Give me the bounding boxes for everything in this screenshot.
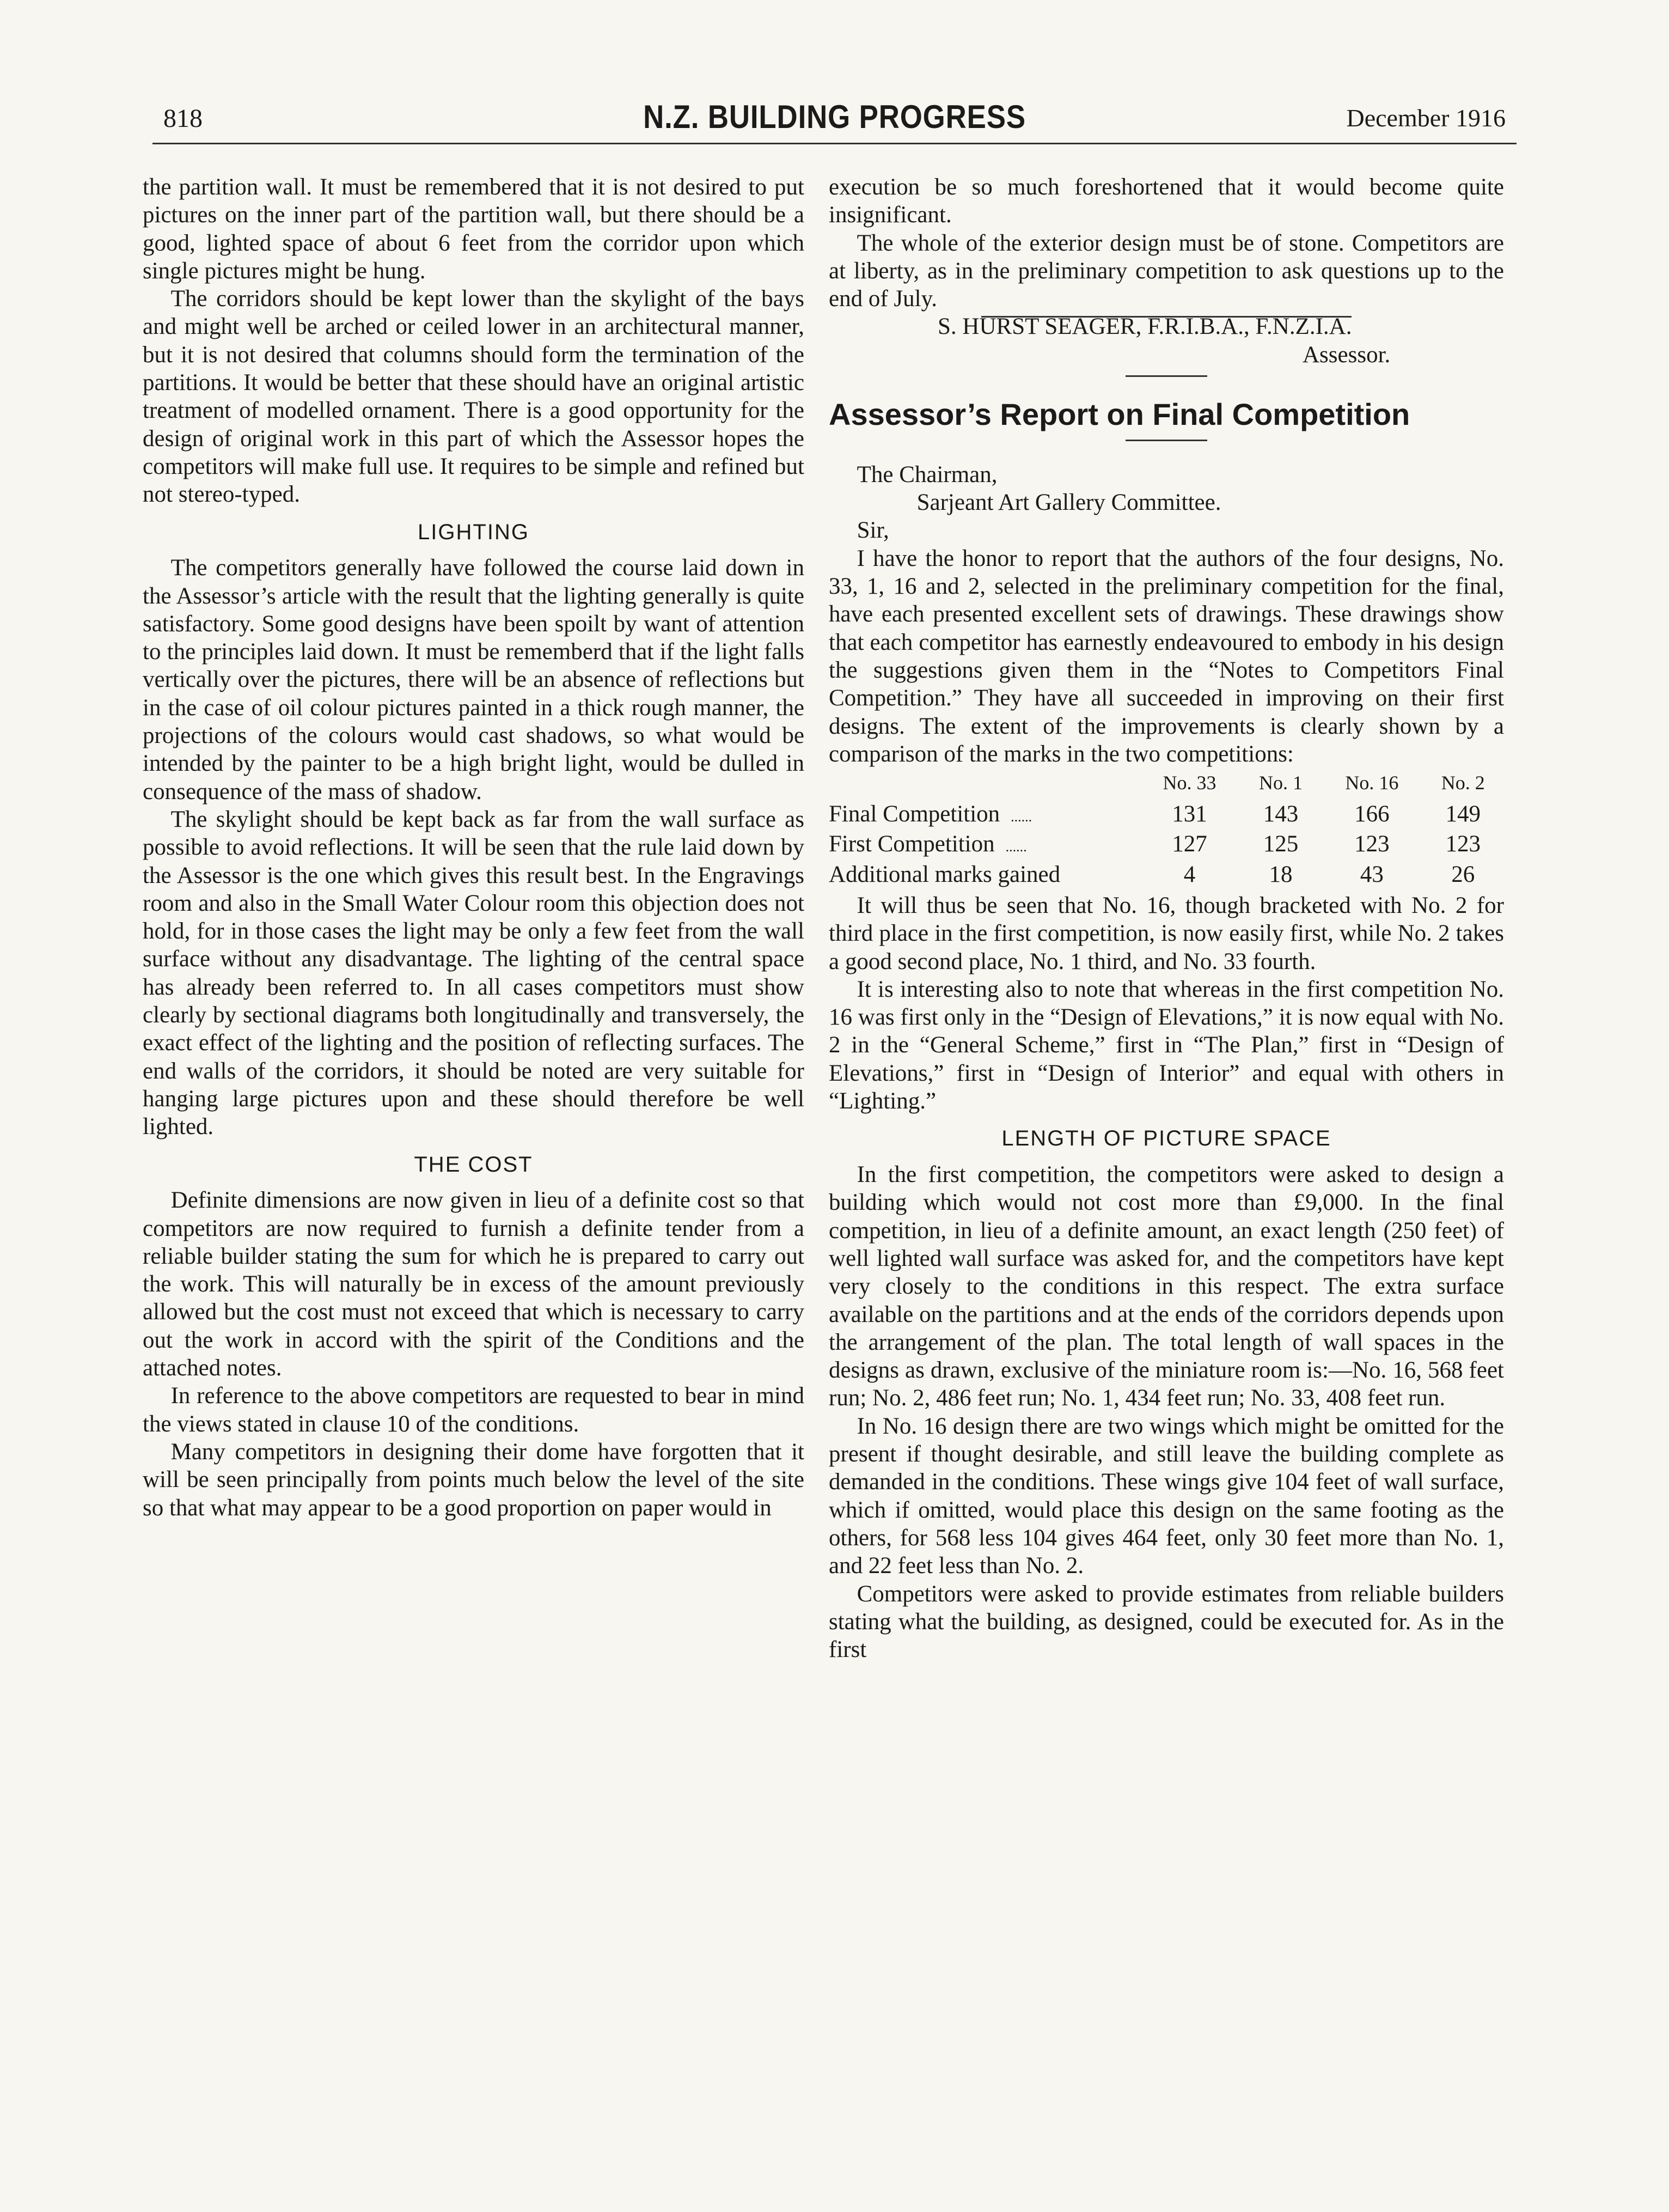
marks-table xyxy=(829,771,1504,889)
row-label: Additional marks gained xyxy=(829,861,1061,887)
column-header: No. 16 xyxy=(1345,772,1399,794)
section-heading-cost: THE COST xyxy=(414,1152,533,1177)
paragraph: The whole of the exterior design must be of stone. Competitors are at liberty, as in the preliminary competition to ask questions up to the end of July. xyxy=(829,230,1504,312)
paragraph: In reference to the above competitors are requested to bear in mind the views stated in clause 10 of the conditions. xyxy=(143,1383,804,1437)
running-title: N.Z. BUILDING PROGRESS xyxy=(643,99,1026,135)
section-heading-length: LENGTH OF PICTURE SPACE xyxy=(1001,1126,1331,1151)
paragraph: In the first competition, the competitors were asked to design a building which would not cost more than £9,000. In the final competition, in lieu of a definite amount, an exact length (250 feet) of well lighted wall surface was asked for, and the competitors have kept very closely to the conditions in this respect. The extra surface available on the partitions and at the ends of the corridors depends upon the arrangement of the plan. The total length of wall spaces in the designs as drawn, exclusive of the miniature room is:—No. 16, 568 feet run; No. 2, 486 feet run; No. 1, 434 feet run; No. 33, 408 feet run. xyxy=(829,1162,1504,1411)
paragraph: Many competitors in designing their dome have forgotten that it will be seen principally from points much below the level of the site so that what may appear to be a good proportion on paper would in xyxy=(143,1439,804,1521)
signature-role: Assessor. xyxy=(1303,342,1391,368)
table-cell: 166 xyxy=(1354,801,1390,827)
issue-date: December 1916 xyxy=(1346,104,1506,132)
signature-name: S. HURST SEAGER, F.R.I.B.A., F.N.Z.I.A. xyxy=(938,314,1352,340)
leader-dots: ...... xyxy=(1011,809,1032,825)
page-number: 818 xyxy=(163,104,203,133)
paragraph: the partition wall. It must be remembered that it is not desired to put pictures on the inner part of the partition wall, but there should be a good, lighted space of about 6 feet from the corridor upon which single pictures might be hung. xyxy=(143,174,804,284)
table-cell: 131 xyxy=(1172,801,1207,827)
table-cell: 4 xyxy=(1183,861,1196,887)
address-line: Sarjeant Art Gallery Committee. xyxy=(916,490,1221,516)
row-label: First Competition xyxy=(829,831,995,857)
row-label: Final Competition xyxy=(829,801,1000,827)
table-cell: 127 xyxy=(1172,831,1207,857)
salutation: Sir, xyxy=(857,517,889,544)
table-cell: 123 xyxy=(1445,831,1481,857)
table-cell: 143 xyxy=(1263,801,1299,827)
paragraph: Definite dimensions are now given in lieu of a definite cost so that competitors are now required to furnish a definite tender from a reliable builder stating the sum for which he is prepared to carry out the work. This will naturally be in excess of the amount previously allowed but the cost must not exceed that which is necessary to carry out the work in accord with the spirit of the Conditions and the attached notes. xyxy=(143,1187,804,1381)
table-cell: 149 xyxy=(1445,801,1481,827)
paragraph: The skylight should be kept back as far from the wall surface as possible to avoid reflections. It will be seen that the rule laid down by the Assessor is the one which gives this result best. In the Engravings room and also in the Small Water Colour room this objection does not hold, for in those cases the light may be only a few feet from the wall surface without any disadvantage. The lighting of the central space has already been referred to. In all cases competitors must show clearly by sectional diagrams both longitudinally and transversely, the exact effect of the lighting and the position of reflecting surfaces. The end walls of the corridors, it should be noted are very suitable for hanging large pictures upon and these should therefore be well lighted. xyxy=(143,806,804,1140)
heading-rule xyxy=(1126,440,1207,441)
section-heading-lighting: LIGHTING xyxy=(418,520,529,544)
table-row xyxy=(829,829,1504,859)
paragraph: It is interesting also to note that whereas in the first competition No. 16 was first only in the “Design of Elevations,” it is now equal with No. 2 in the “General Scheme,” first in “The Plan,” first in “Design of Elevations,” first in “Design of Interior” and equal with others in “Lighting.” xyxy=(829,976,1504,1114)
leader-dots: ...... xyxy=(1005,839,1027,855)
table-cell: 43 xyxy=(1360,861,1384,887)
page-header xyxy=(152,98,1517,142)
sum-rule-row xyxy=(981,316,1352,326)
right-column xyxy=(829,173,1504,1663)
paragraph: The competitors generally have followed the course laid down in the Assessor’s article with the result that the lighting generally is quite satisfactory. Some good designs have been spoilt by want of attention to the principles laid down. It must be rememberd that if the light falls vertically over the pictures, there will be an absence of reflections but in the case of oil colour pictures painted in a thick rough manner, the projections of the colours would cast shadows, so what would be intended by the painter to be a high bright light, would be dulled in consequence of the mass of shadow. xyxy=(143,555,804,805)
column-header: No. 2 xyxy=(1441,772,1485,794)
paragraph: I have the honor to report that the authors of the four designs, No. 33, 1, 16 and 2, selected in the preliminary competition for the final, have each presented excellent sets of drawings. These drawings show that each competitor has earnestly endeavoured to embody in his design the suggestions given them in the “Notes to Competitors Final Competition.” They have all succeeded in improving on their first designs. The extent of the improvements is clearly shown by a comparison of the marks in the two competitions: xyxy=(829,545,1504,767)
left-column xyxy=(143,173,804,1522)
header-rule xyxy=(152,143,1517,144)
paragraph: It will thus be seen that No. 16, though bracketed with No. 2 for third place in the first competition, is now easily first, while No. 2 takes a good second place, No. 1 third, and No. 33 fourth. xyxy=(829,892,1504,974)
report-heading: Assessor’s Report on Final Competition xyxy=(829,397,1410,432)
table-header-row xyxy=(829,771,1504,799)
paragraph: The corridors should be kept lower than the skylight of the bays and might well be arched or ceiled lower in an architectural manner, but it is not desired that columns should form the termination of the partitions. It would be better that these should have an original artistic treatment of modelled ornament. There is a good opportunity for the design of original work in this part of which the Assessor hopes the competitors will make full use. It requires to be simple and refined but not stereo-typed. xyxy=(143,286,804,508)
paragraph: Competitors were asked to provide estimates from reliable builders stating what the building, as designed, could be executed for. As in the first xyxy=(829,1581,1504,1663)
table-row xyxy=(829,799,1504,829)
table-cell: 18 xyxy=(1269,861,1293,887)
table-total-row xyxy=(829,860,1504,889)
column-header: No. 1 xyxy=(1258,772,1303,794)
address-line: The Chairman, xyxy=(857,461,998,488)
table-cell: 26 xyxy=(1451,861,1475,887)
paragraph: execution be so much foreshortened that it would become quite insignificant. xyxy=(829,174,1504,228)
column-header: No. 33 xyxy=(1163,772,1216,794)
table-cell: 125 xyxy=(1263,831,1299,857)
section-rule xyxy=(1126,375,1207,377)
table-cell: 123 xyxy=(1354,831,1390,857)
paragraph: In No. 16 design there are two wings which might be omitted for the present if thought desirable, and still leave the building complete as demanded in the conditions. These wings give 104 feet of wall surface, which if omitted, would place this design on the same footing as the others, for 568 less 104 gives 464 feet, only 30 feet more than No. 1, and 22 feet less than No. 2. xyxy=(829,1413,1504,1579)
